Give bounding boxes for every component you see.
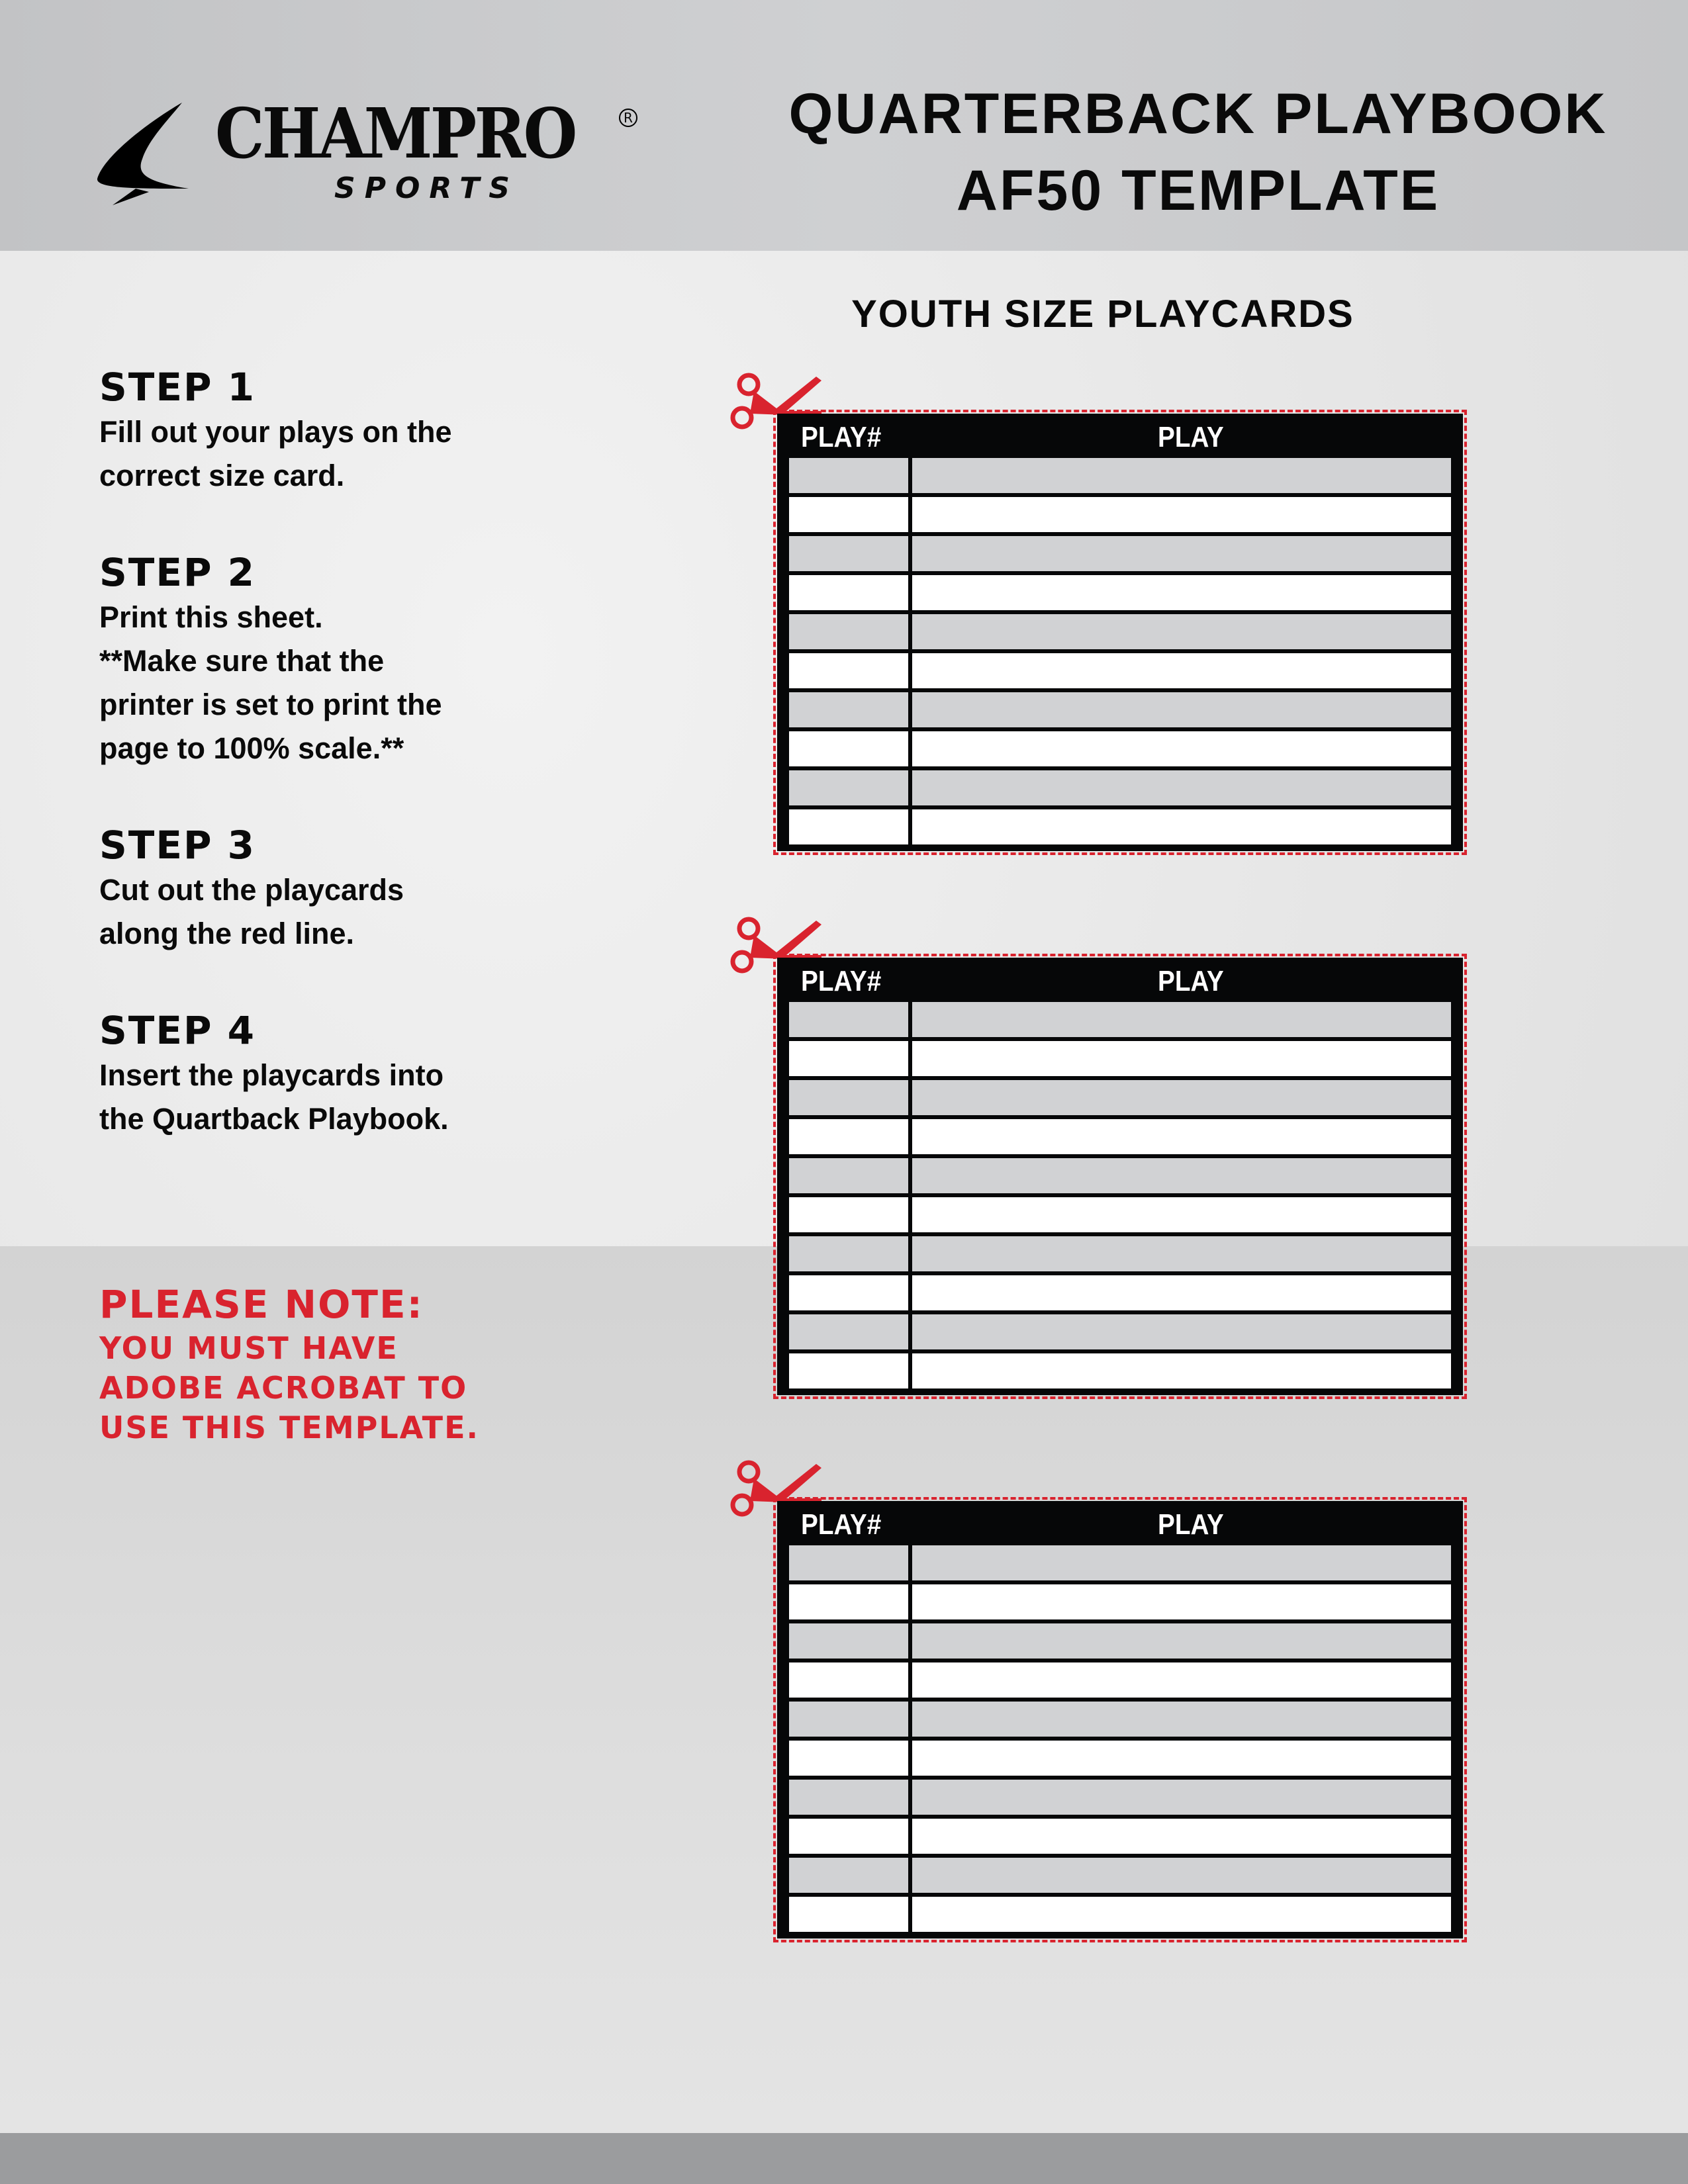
step-title: STEP 4	[99, 1008, 256, 1053]
page-title-line2: AF50 TEMPLATE	[956, 159, 1440, 222]
table-row	[789, 1080, 1451, 1119]
note-line: ADOBE ACROBAT TO	[99, 1370, 468, 1406]
step-text: **Make sure that the	[99, 644, 385, 678]
card-table	[777, 414, 1463, 851]
table-row	[789, 458, 1451, 497]
step-text: the Quartback Playbook.	[99, 1102, 449, 1136]
table-row	[789, 497, 1451, 536]
play-cell[interactable]	[912, 1080, 1451, 1115]
play-cell[interactable]	[912, 1584, 1451, 1619]
play-number-cell[interactable]	[789, 731, 908, 766]
champro-logo	[96, 93, 639, 212]
playcard-1	[773, 410, 1467, 855]
play-number-cell[interactable]	[789, 1002, 908, 1037]
play-number-cell[interactable]	[789, 1197, 908, 1232]
play-cell[interactable]	[912, 536, 1451, 571]
table-row	[789, 1780, 1451, 1819]
table-row	[789, 1584, 1451, 1623]
step-1	[99, 364, 452, 498]
step-title: STEP 2	[99, 550, 256, 595]
play-number-cell[interactable]	[789, 1741, 908, 1776]
play-number-cell[interactable]	[789, 1314, 908, 1349]
play-number-cell[interactable]	[789, 614, 908, 649]
play-number-cell[interactable]	[789, 653, 908, 688]
logo-wordmark: CHAMPRO	[215, 93, 575, 174]
play-number-cell[interactable]	[789, 770, 908, 805]
column-header-play: PLAY	[1158, 965, 1224, 997]
play-cell[interactable]	[912, 653, 1451, 688]
note-title: PLEASE NOTE:	[99, 1282, 424, 1327]
table-row	[789, 1353, 1451, 1392]
play-cell[interactable]	[912, 731, 1451, 766]
step-2	[99, 549, 442, 770]
play-cell[interactable]	[912, 1858, 1451, 1893]
play-number-cell[interactable]	[789, 1702, 908, 1737]
play-cell[interactable]	[912, 1275, 1451, 1310]
table-row	[789, 809, 1451, 848]
table-row	[789, 1819, 1451, 1858]
play-number-cell[interactable]	[789, 1080, 908, 1115]
play-cell[interactable]	[912, 458, 1451, 493]
logo-subtext: SPORTS	[334, 171, 519, 205]
play-number-cell[interactable]	[789, 1158, 908, 1193]
play-number-cell[interactable]	[789, 1858, 908, 1893]
step-text: Print this sheet.	[99, 600, 323, 634]
step-text: correct size card.	[99, 459, 345, 492]
play-cell[interactable]	[912, 809, 1451, 844]
card-table	[777, 958, 1463, 1395]
play-number-cell[interactable]	[789, 692, 908, 727]
table-row	[789, 1545, 1451, 1584]
play-cell[interactable]	[912, 575, 1451, 610]
play-cell[interactable]	[912, 1545, 1451, 1580]
registered-mark: R	[619, 109, 637, 127]
play-cell[interactable]	[912, 1702, 1451, 1737]
play-number-cell[interactable]	[789, 1897, 908, 1932]
play-number-cell[interactable]	[789, 458, 908, 493]
play-number-cell[interactable]	[789, 536, 908, 571]
column-header-play: PLAY	[1158, 421, 1224, 453]
column-header-play-number: PLAY#	[801, 421, 882, 453]
play-cell[interactable]	[912, 614, 1451, 649]
table-row	[789, 1275, 1451, 1314]
column-header-play-number: PLAY#	[801, 965, 882, 997]
play-cell[interactable]	[912, 770, 1451, 805]
play-cell[interactable]	[912, 1819, 1451, 1854]
table-row	[789, 770, 1451, 809]
table-row	[789, 1041, 1451, 1080]
table-row	[789, 1314, 1451, 1353]
table-row	[789, 1623, 1451, 1662]
table-row	[789, 1897, 1451, 1936]
table-row	[789, 1236, 1451, 1275]
note-line: USE THIS TEMPLATE.	[99, 1410, 479, 1445]
table-row	[789, 575, 1451, 614]
play-number-cell[interactable]	[789, 1275, 908, 1310]
playcard-2	[773, 954, 1467, 1399]
play-cell[interactable]	[912, 692, 1451, 727]
step-text: along the red line.	[99, 917, 355, 950]
table-row	[789, 1002, 1451, 1041]
play-number-cell[interactable]	[789, 497, 908, 532]
play-number-cell[interactable]	[789, 1545, 908, 1580]
play-cell[interactable]	[912, 497, 1451, 532]
play-cell[interactable]	[912, 1119, 1451, 1154]
section-subtitle: YOUTH SIZE PLAYCARDS	[851, 293, 1354, 336]
please-note	[99, 1281, 479, 1447]
play-cell[interactable]	[912, 1197, 1451, 1232]
column-header-play-number: PLAY#	[801, 1508, 882, 1541]
step-text: page to 100% scale.**	[99, 731, 404, 765]
step-text: Cut out the playcards	[99, 873, 404, 907]
swoosh-icon	[96, 99, 228, 205]
play-cell[interactable]	[912, 1314, 1451, 1349]
page-title-line1: QUARTERBACK PLAYBOOK	[788, 82, 1608, 146]
table-row	[789, 692, 1451, 731]
play-cell[interactable]	[912, 1741, 1451, 1776]
play-number-cell[interactable]	[789, 1236, 908, 1271]
play-cell[interactable]	[912, 1158, 1451, 1193]
play-cell[interactable]	[912, 1236, 1451, 1271]
table-row	[789, 1662, 1451, 1702]
footer-band	[0, 2133, 1688, 2184]
play-cell[interactable]	[912, 1897, 1451, 1932]
playcard-3	[773, 1497, 1467, 1942]
table-row	[789, 1702, 1451, 1741]
play-cell[interactable]	[912, 1002, 1451, 1037]
play-cell[interactable]	[912, 1662, 1451, 1698]
play-cell[interactable]	[912, 1353, 1451, 1388]
play-cell[interactable]	[912, 1623, 1451, 1659]
play-cell[interactable]	[912, 1041, 1451, 1076]
table-row	[789, 653, 1451, 692]
note-line: YOU MUST HAVE	[99, 1330, 399, 1366]
play-number-cell[interactable]	[789, 1819, 908, 1854]
play-number-cell[interactable]	[789, 575, 908, 610]
step-title: STEP 1	[99, 365, 256, 410]
play-number-cell[interactable]	[789, 1119, 908, 1154]
play-number-cell[interactable]	[789, 809, 908, 844]
play-number-cell[interactable]	[789, 1780, 908, 1815]
step-4	[99, 1007, 449, 1141]
play-number-cell[interactable]	[789, 1353, 908, 1388]
column-header-play: PLAY	[1158, 1508, 1224, 1541]
step-3	[99, 822, 404, 956]
table-row	[789, 536, 1451, 575]
step-text: Insert the playcards into	[99, 1058, 444, 1092]
play-number-cell[interactable]	[789, 1662, 908, 1698]
table-row	[789, 1158, 1451, 1197]
table-row	[789, 1741, 1451, 1780]
play-number-cell[interactable]	[789, 1623, 908, 1659]
step-title: STEP 3	[99, 823, 256, 868]
play-cell[interactable]	[912, 1780, 1451, 1815]
table-row	[789, 731, 1451, 770]
step-text: Fill out your plays on the	[99, 415, 452, 449]
table-row	[789, 1197, 1451, 1236]
step-text: printer is set to print the	[99, 688, 442, 721]
table-row	[789, 1119, 1451, 1158]
card-table	[777, 1501, 1463, 1938]
table-row	[789, 1858, 1451, 1897]
table-row	[789, 614, 1451, 653]
play-number-cell[interactable]	[789, 1584, 908, 1619]
play-number-cell[interactable]	[789, 1041, 908, 1076]
